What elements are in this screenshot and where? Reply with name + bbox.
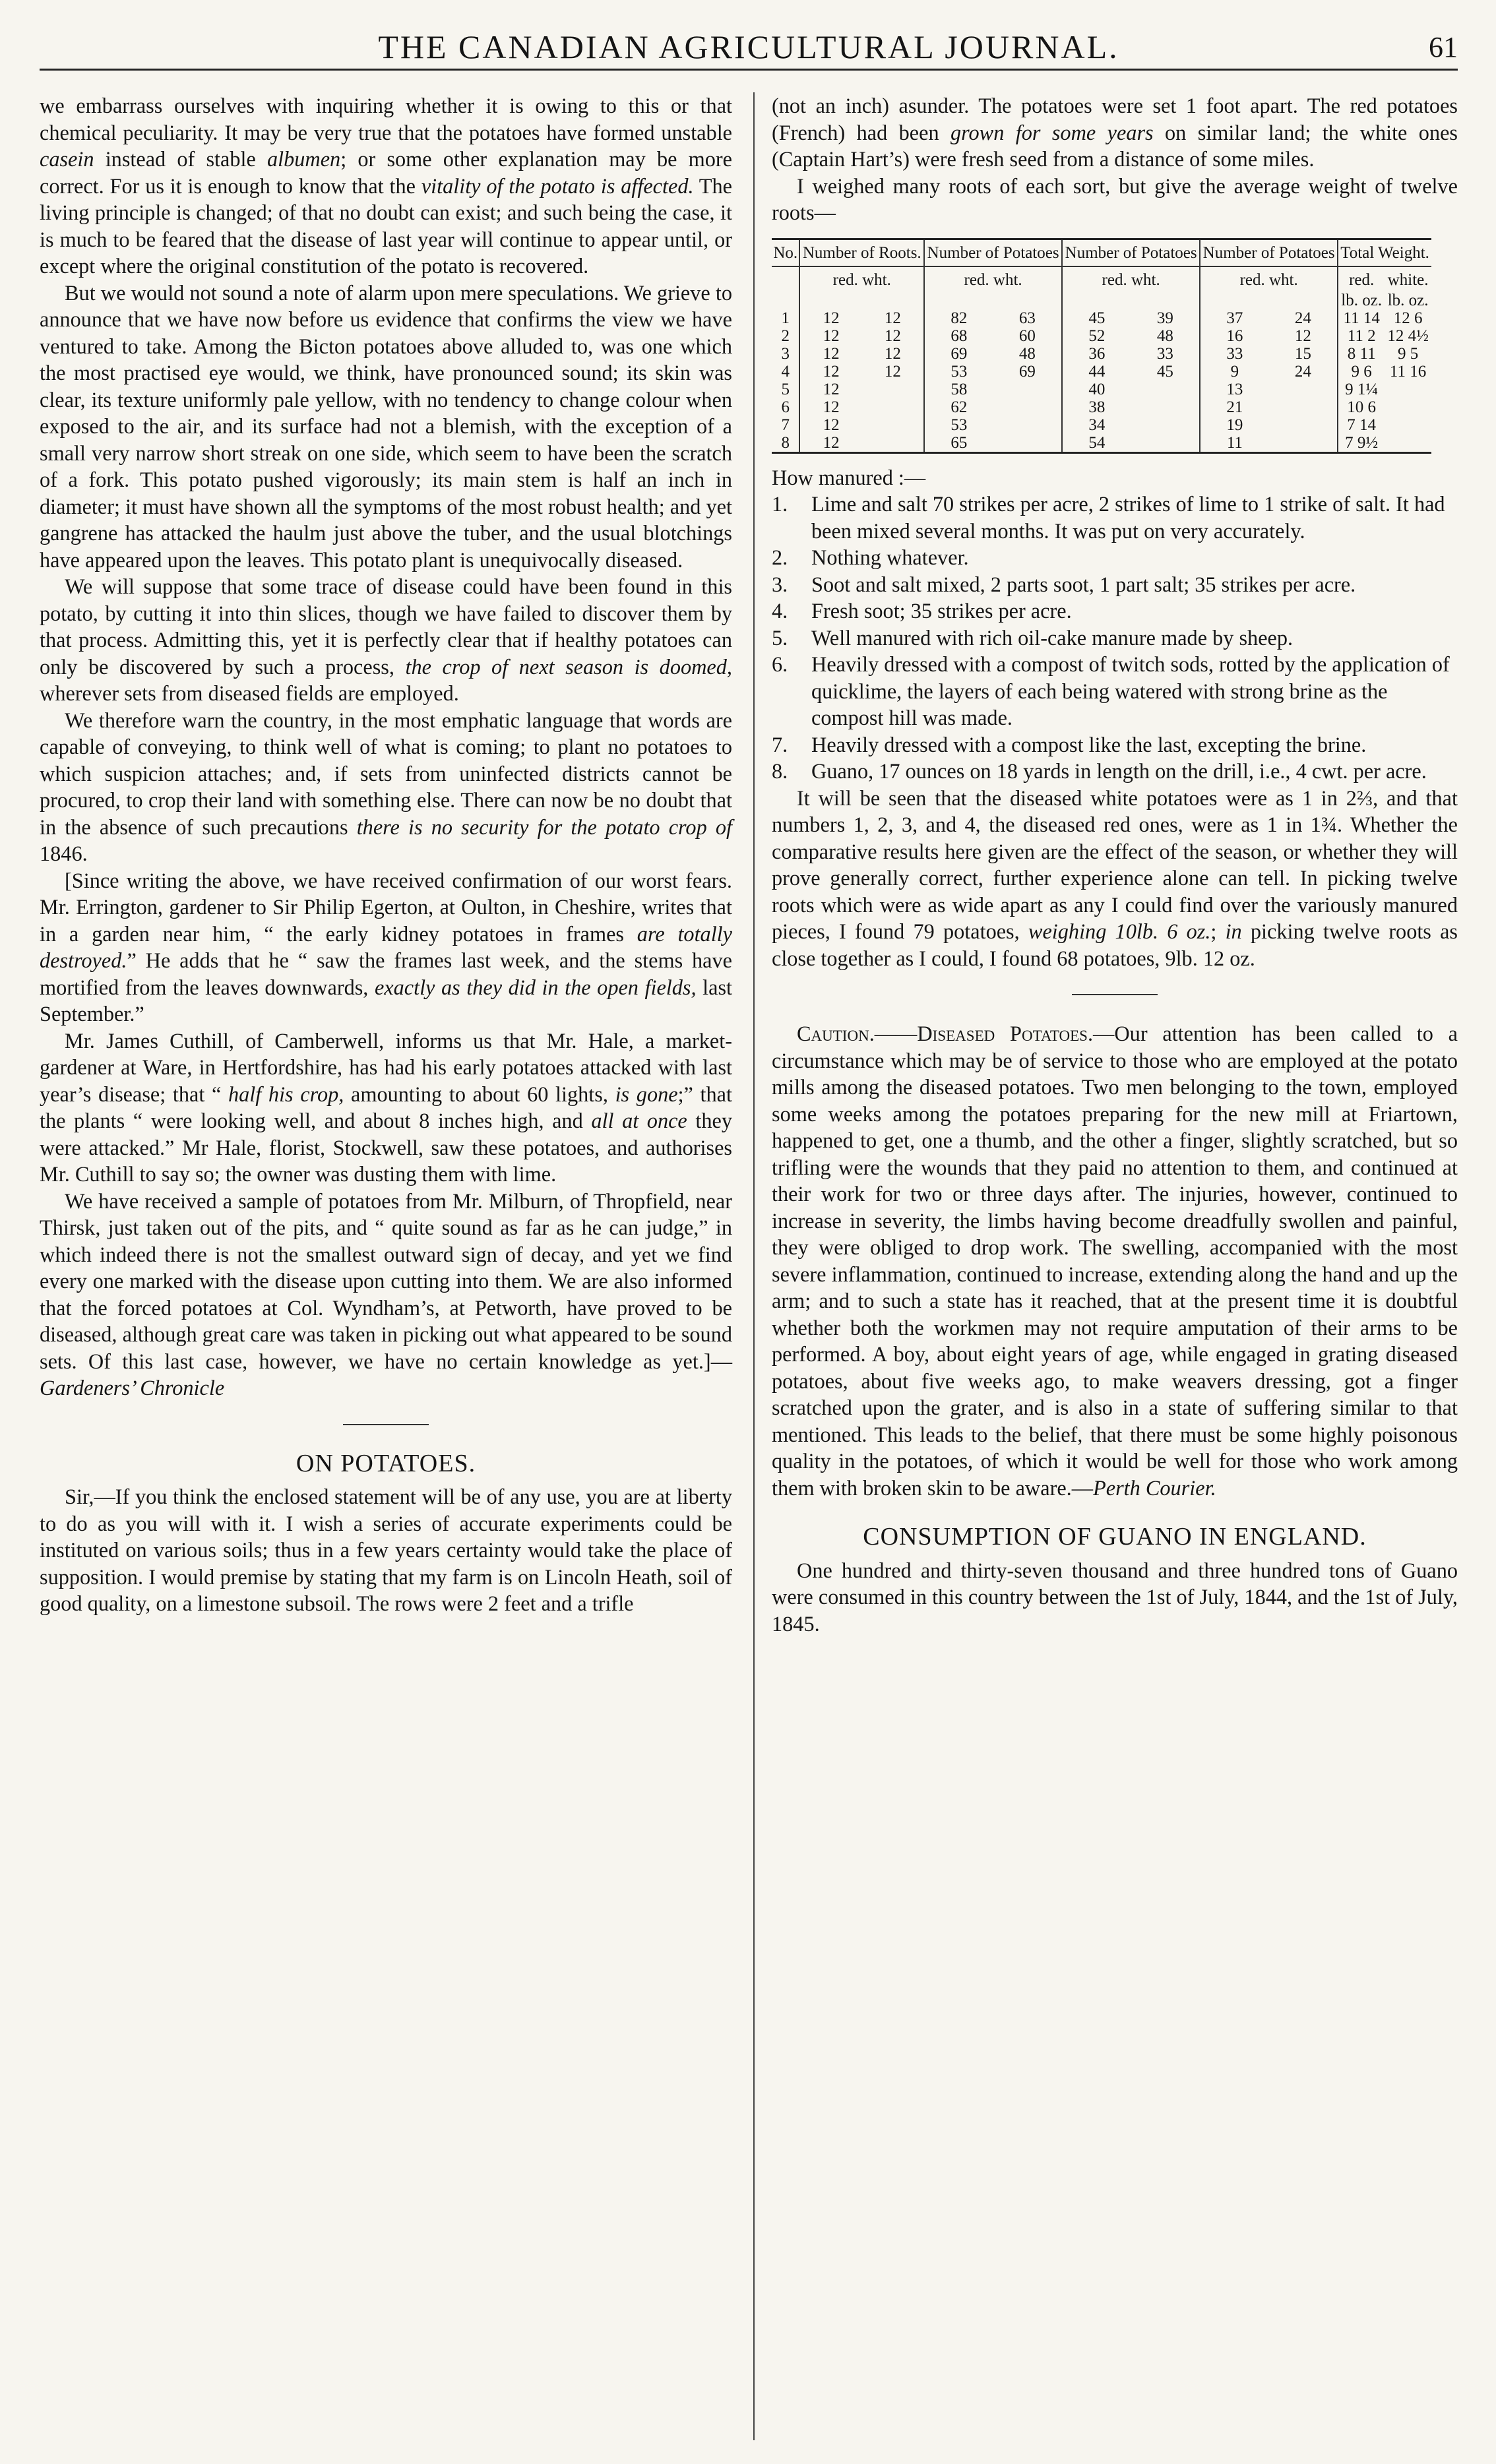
table-cell: 10 6 bbox=[1338, 398, 1385, 416]
list-item bbox=[772, 598, 1458, 625]
table-cell bbox=[993, 381, 1063, 398]
table-cell: 12 bbox=[884, 309, 901, 327]
table-cell: 12 bbox=[799, 398, 861, 416]
running-head bbox=[40, 28, 1458, 67]
list-item bbox=[772, 651, 1458, 731]
table-cell: 37 bbox=[1200, 309, 1269, 327]
table-cell: 9 6 bbox=[1338, 363, 1385, 381]
table-cell: 54 bbox=[1062, 434, 1131, 453]
table-cell: 12 bbox=[799, 381, 861, 398]
table-cell: 11 2 bbox=[1338, 327, 1385, 345]
list-item bbox=[772, 571, 1458, 598]
list-item bbox=[772, 491, 1458, 544]
table-cell bbox=[993, 416, 1063, 434]
table-cell: 69 bbox=[924, 345, 993, 363]
table-subheader: white. bbox=[1387, 270, 1429, 289]
table-header: No. bbox=[772, 239, 799, 266]
table-cell: 2 bbox=[781, 326, 790, 345]
table-cell bbox=[1385, 416, 1431, 434]
note-number: 2. bbox=[772, 545, 788, 569]
paragraph: we embarrass ourselves with inquiring whether it is owing to this or that chemical peculiarity. It may be very true that the potatoes have formed unstable casein instead of stable albumen; or some other explanation may be more correct. For us it is enough to know that the vitality of the potato is affected. The living principle is changed; of that no doubt can exist; and such being the case, it is much to be feared that the disease of last year will continue to appear until, or except where the original constitution of the potato is recovered. bbox=[40, 94, 733, 278]
journal-title: THE CANADIAN AGRICULTURAL JOURNAL. bbox=[378, 28, 1119, 65]
manure-notes bbox=[772, 491, 1458, 785]
table-row bbox=[772, 416, 1431, 434]
table-cell: 7 9½ bbox=[1338, 434, 1385, 453]
table-subheader: red. bbox=[1338, 266, 1385, 292]
table-cell: 12 bbox=[799, 363, 861, 381]
table-header: Total Weight. bbox=[1338, 239, 1431, 266]
table-cell bbox=[1269, 416, 1338, 434]
note-number: 5. bbox=[772, 625, 788, 650]
table-subheader: red. wht. bbox=[799, 266, 924, 292]
list-item bbox=[772, 625, 1458, 652]
note-text: Guano, 17 ounces on 18 yards in length on the drill, i.e., 4 cwt. per acre. bbox=[811, 759, 1427, 783]
table-cell: 9 5 bbox=[1397, 344, 1419, 363]
table-cell: 3 bbox=[781, 344, 790, 363]
table-cell bbox=[1131, 398, 1200, 416]
table-cell: 5 bbox=[781, 380, 790, 398]
paragraph: We have received a sample of potatoes from Mr. Milburn, of Thropfield, near Thirsk, just taken out of the pits, and “ quite sound as far as he can judge,” in which indeed there is not the smallest outward sign of decay, and yet we find every one marked with the disease upon cutting into them. We are also informed that the forced potatoes at Col. Wyndham’s, at Petworth, have proved to be diseased, although great care was taken in picking out what appeared to be sound sets. Of this last case, however, we have no certain knowledge as yet.]—Gardeners’ Chronicle bbox=[40, 1188, 732, 1400]
paragraph: Mr. James Cuthill, of Camberwell, informs us that Mr. Hale, a market-gardener at Ware, in Hertfordshire, has had his early potatoes attacked with last year’s disease; that “ half his crop, amounting to about 60 lights, is gone;” that the plants “ were looking well, and about 8 inches high, and all at once they were attacked.” Mr Hale, florist, Stockwell, saw these potatoes, and authorises Mr. Cuthill to say so; the owner was dusting them with lime. bbox=[40, 1028, 732, 1186]
table-cell bbox=[993, 398, 1063, 416]
table-cell: 48 bbox=[1018, 344, 1036, 363]
table-cell: 12 bbox=[799, 327, 861, 345]
table-cell: 24 bbox=[1294, 362, 1311, 381]
table-cell: 62 bbox=[924, 398, 993, 416]
table-cell bbox=[1269, 398, 1338, 416]
table-cell bbox=[1385, 381, 1431, 398]
note-number: 8. bbox=[772, 759, 788, 783]
table-cell: 48 bbox=[1156, 326, 1173, 345]
table-cell: 19 bbox=[1200, 416, 1269, 434]
manured-label: How manured :— bbox=[772, 465, 926, 489]
table-cell: 12 6 bbox=[1393, 309, 1423, 327]
weights-table bbox=[772, 238, 1431, 454]
table-cell: 1 bbox=[781, 309, 790, 327]
page-number: 61 bbox=[1429, 31, 1458, 63]
paragraph: [Since writing the above, we have received confirmation of our worst fears. Mr. Errington, gardener to Sir Philip Egerton, at Oulton, in Cheshire, writes that in a garden near him, “ the early kidney potatoes in frames are totally destroyed.” He adds that he “ saw the frames last week, and the stems have mortified from the leaves downwards, exactly as they did in the open fields, last September.” bbox=[40, 868, 732, 1026]
table-row bbox=[772, 363, 1431, 381]
table-cell bbox=[862, 434, 924, 453]
table-cell bbox=[1131, 434, 1200, 453]
table-cell: 15 bbox=[1294, 344, 1311, 363]
table-cell: 12 bbox=[799, 309, 861, 327]
table-cell: 21 bbox=[1200, 398, 1269, 416]
table-subheader: red. wht. bbox=[1062, 266, 1200, 292]
table-cell: 24 bbox=[1294, 309, 1311, 327]
note-number: 3. bbox=[772, 572, 788, 596]
table-cell: 12 bbox=[799, 345, 861, 363]
note-text: Lime and salt 70 strikes per acre, 2 strikes of lime to 1 strike of salt. It had been mixed several months. It was put on very accurately. bbox=[811, 492, 1445, 543]
table-row bbox=[772, 309, 1431, 327]
table-cell: 39 bbox=[1156, 309, 1173, 327]
table-cell: 45 bbox=[1156, 362, 1173, 381]
table-cell: 52 bbox=[1062, 327, 1131, 345]
table-cell: 69 bbox=[1018, 362, 1036, 381]
table-cell: 33 bbox=[1200, 345, 1269, 363]
table-cell bbox=[862, 398, 924, 416]
table-cell bbox=[1269, 434, 1338, 453]
table-unit: lb. oz. bbox=[1338, 292, 1385, 309]
table-cell: 6 bbox=[781, 398, 790, 416]
table-cell bbox=[1385, 434, 1431, 453]
header-rule bbox=[40, 69, 1458, 71]
table-cell: 8 bbox=[772, 434, 799, 453]
table-cell: 60 bbox=[1018, 326, 1036, 345]
note-text: Nothing whatever. bbox=[811, 545, 969, 569]
list-item bbox=[772, 758, 1458, 785]
paragraph: I weighed many roots of each sort, but give the average weight of twelve roots— bbox=[772, 173, 1458, 224]
table-cell: 12 bbox=[799, 416, 861, 434]
table-cell: 45 bbox=[1062, 309, 1131, 327]
section-heading: CONSUMPTION OF GUANO IN ENGLAND. bbox=[863, 1523, 1367, 1551]
note-number: 4. bbox=[772, 599, 788, 623]
table-cell: 63 bbox=[1018, 309, 1036, 327]
list-item bbox=[772, 731, 1458, 758]
table-cell: 13 bbox=[1200, 381, 1269, 398]
paragraph: (not an inch) asunder. The potatoes were set 1 foot apart. The red potatoes (French) had been grown for some years on similar land; the white ones (Captain Hart’s) were fresh seed from a distance of some miles. bbox=[772, 94, 1458, 171]
table-header: Number of Potatoes bbox=[1062, 239, 1200, 266]
paragraph: Sir,—If you think the enclosed statement will be of any use, you are at liberty to do as you will with it. I wish a series of accurate experiments could be instituted on various soils; thus in a few years certainty would take the place of supposition. I would premise by stating that my farm is on Lincoln Heath, soil of good quality, on a limestone subsoil. The rows were 2 feet and a trifle bbox=[40, 1485, 732, 1615]
note-text: Soot and salt mixed, 2 parts soot, 1 part salt; 35 strikes per acre. bbox=[811, 572, 1356, 596]
table-cell bbox=[1131, 416, 1200, 434]
table-row bbox=[772, 434, 1431, 453]
table-cell: 12 bbox=[884, 344, 901, 363]
table-unit: lb. oz. bbox=[1387, 291, 1429, 309]
table-cell bbox=[1385, 398, 1431, 416]
table-cell: 7 14 bbox=[1338, 416, 1385, 434]
left-column bbox=[40, 92, 732, 1617]
table-cell bbox=[1131, 381, 1200, 398]
caution-text: —Our attention has been called to a circumstance which may be of service to those who are employed at the potato mills among the diseased potatoes. Two men belonging to the town, employed some weeks among the potatoes preparing for the new mill at Friartown, happened to get, one a thumb, and the other a finger, slightly scratched, but so trifling were the wounds that they paid no attention to them, and continued at their work for two or three days after. The injuries, however, continued to increase in severity, the limbs having become dreadfully swollen and painful, they were obliged to drop work. The swelling, accompanied with the most severe inflammation, continued to increase, extending along the hand and up the arm; and to such a state has it reached, that at the present time it is doubtful whether both the workmen may not require amputation of their arms to be performed. A boy, about eight years of age, while engaged in grating diseased potatoes, about five weeks ago, to make weavers dressing, got a finger scratched upon the grater, and is also in a state of suffering similar to that mentioned. This leads to the belief, that there must be some highly poisonous quality in the potatoes, of which it would be well for those who work among them with broken skin to be aware.—Perth Courier. bbox=[772, 1022, 1458, 1500]
note-text: Fresh soot; 35 strikes per acre. bbox=[811, 599, 1072, 623]
table-cell: 11 14 bbox=[1338, 309, 1385, 327]
section-separator bbox=[343, 1424, 429, 1425]
table-cell: 33 bbox=[1156, 344, 1173, 363]
table-cell: 9 bbox=[1200, 363, 1269, 381]
table-cell: 12 bbox=[799, 434, 861, 453]
note-text: Heavily dressed with a compost of twitch sods, rotted by the application of quicklime, the layers of each being watered with strong brine as the compost hill was made. bbox=[811, 652, 1450, 729]
table-header: Number of Roots. bbox=[799, 239, 924, 266]
note-text: Heavily dressed with a compost like the last, excepting the brine. bbox=[811, 732, 1367, 756]
table-cell bbox=[1269, 381, 1338, 398]
table-row bbox=[772, 398, 1431, 416]
table-cell: 58 bbox=[924, 381, 993, 398]
table-cell bbox=[862, 381, 924, 398]
section-heading: ON POTATOES. bbox=[296, 1449, 476, 1477]
table-cell: 9 1¼ bbox=[1338, 381, 1385, 398]
table-cell: 68 bbox=[924, 327, 993, 345]
table-cell: 7 bbox=[781, 416, 790, 434]
table-header: Number of Potatoes bbox=[924, 239, 1062, 266]
right-column bbox=[772, 92, 1458, 1637]
table-row bbox=[772, 345, 1431, 363]
note-text: Well manured with rich oil-cake manure made by sheep. bbox=[811, 625, 1293, 650]
note-number: 7. bbox=[772, 732, 788, 756]
table-subheader: red. wht. bbox=[924, 266, 1062, 292]
table-cell: 4 bbox=[781, 362, 790, 381]
table-cell: 11 bbox=[1200, 434, 1269, 453]
caution-heading: Caution.——Diseased Potatoes. bbox=[797, 1022, 1094, 1045]
table-cell: 82 bbox=[924, 309, 993, 327]
table-cell: 12 bbox=[884, 362, 901, 381]
table-cell: 53 bbox=[924, 416, 993, 434]
table-cell: 12 4½ bbox=[1387, 326, 1429, 345]
table-cell: 34 bbox=[1062, 416, 1131, 434]
section-separator bbox=[1072, 994, 1158, 995]
note-number: 6. bbox=[772, 652, 788, 676]
table-cell: 38 bbox=[1062, 398, 1131, 416]
table-header: Number of Potatoes bbox=[1200, 239, 1338, 266]
paragraph: It will be seen that the diseased white potatoes were as 1 in 2⅔, and that numbers 1, 2, 3, and 4, the diseased red ones, were as 1 in 1¾. Whether the comparative results here given are the effect of the season, or whether they will prove generally correct, further experience alone can tell. In picking twelve roots which were as wide apart as any I could find over the variously manured pieces, I found 79 potatoes, weighing 10lb. 6 oz.; in picking twelve roots as close together as I could, I found 68 potatoes, 9lb. 12 oz. bbox=[772, 785, 1458, 970]
paragraph bbox=[772, 1020, 1458, 1501]
paragraph: But we would not sound a note of alarm upon mere speculations. We grieve to announce that we have now before us evidence that confirms the view we have ventured to take. Among the Bicton potatoes above alluded to, was one which the most practised eye would, we think, have pronounced sound; its skin was clear, its texture uniformly pale yellow, with no tendency to change colour when exposed to the air, and its surface had not a blemish, with the exception of a small very narrow short streak on one side, which seem to have been the scratch of a fork. This potato pushed vigorously; its main stem is half an inch in diameter; it must have shown all the symptoms of the most robust health; and yet gangrene has attacked the haulm just above the tuber, and the usual blotchings have appeared upon the leaves. This potato plant is unequivocally diseased. bbox=[40, 280, 732, 572]
table-cell: 40 bbox=[1062, 381, 1131, 398]
table-row bbox=[772, 327, 1431, 345]
table-cell: 12 bbox=[884, 326, 901, 345]
paragraph: We therefore warn the country, in the most emphatic language that words are capable of conveying, to think well of what is coming; to plant no potatoes to which suspicion attaches; and, if sets from uninfected districts cannot be procured, to crop their land with something else. There can now be no doubt that in the absence of such precautions there is no security for the potato crop of 1846. bbox=[40, 708, 733, 865]
paragraph: One hundred and thirty-seven thousand and three hundred tons of Guano were consumed in this country between the 1st of July, 1844, and the 1st of July, 1845. bbox=[772, 1558, 1458, 1636]
table-subheader: red. wht. bbox=[1200, 266, 1338, 292]
table-cell: 36 bbox=[1062, 345, 1131, 363]
table-cell: 44 bbox=[1062, 363, 1131, 381]
note-number: 1. bbox=[772, 492, 788, 516]
table-cell: 12 bbox=[1294, 326, 1311, 345]
table-cell: 8 11 bbox=[1338, 345, 1385, 363]
table-cell: 65 bbox=[924, 434, 993, 453]
table-cell bbox=[993, 434, 1063, 453]
column-divider bbox=[753, 92, 755, 2440]
table-cell bbox=[862, 416, 924, 434]
table-row bbox=[772, 381, 1431, 398]
paragraph: We will suppose that some trace of disease could have been found in this potato, by cutting it into thin slices, though we have failed to discover them by that process. Admitting this, yet it is perfectly clear that if healthy potatoes can only be discovered by such a process, the crop of next season is doomed, wherever sets from diseased fields are employed. bbox=[40, 574, 732, 705]
table-cell: 53 bbox=[924, 363, 993, 381]
table-cell: 11 16 bbox=[1389, 362, 1427, 381]
table-cell: 16 bbox=[1200, 327, 1269, 345]
list-item bbox=[772, 544, 1458, 571]
